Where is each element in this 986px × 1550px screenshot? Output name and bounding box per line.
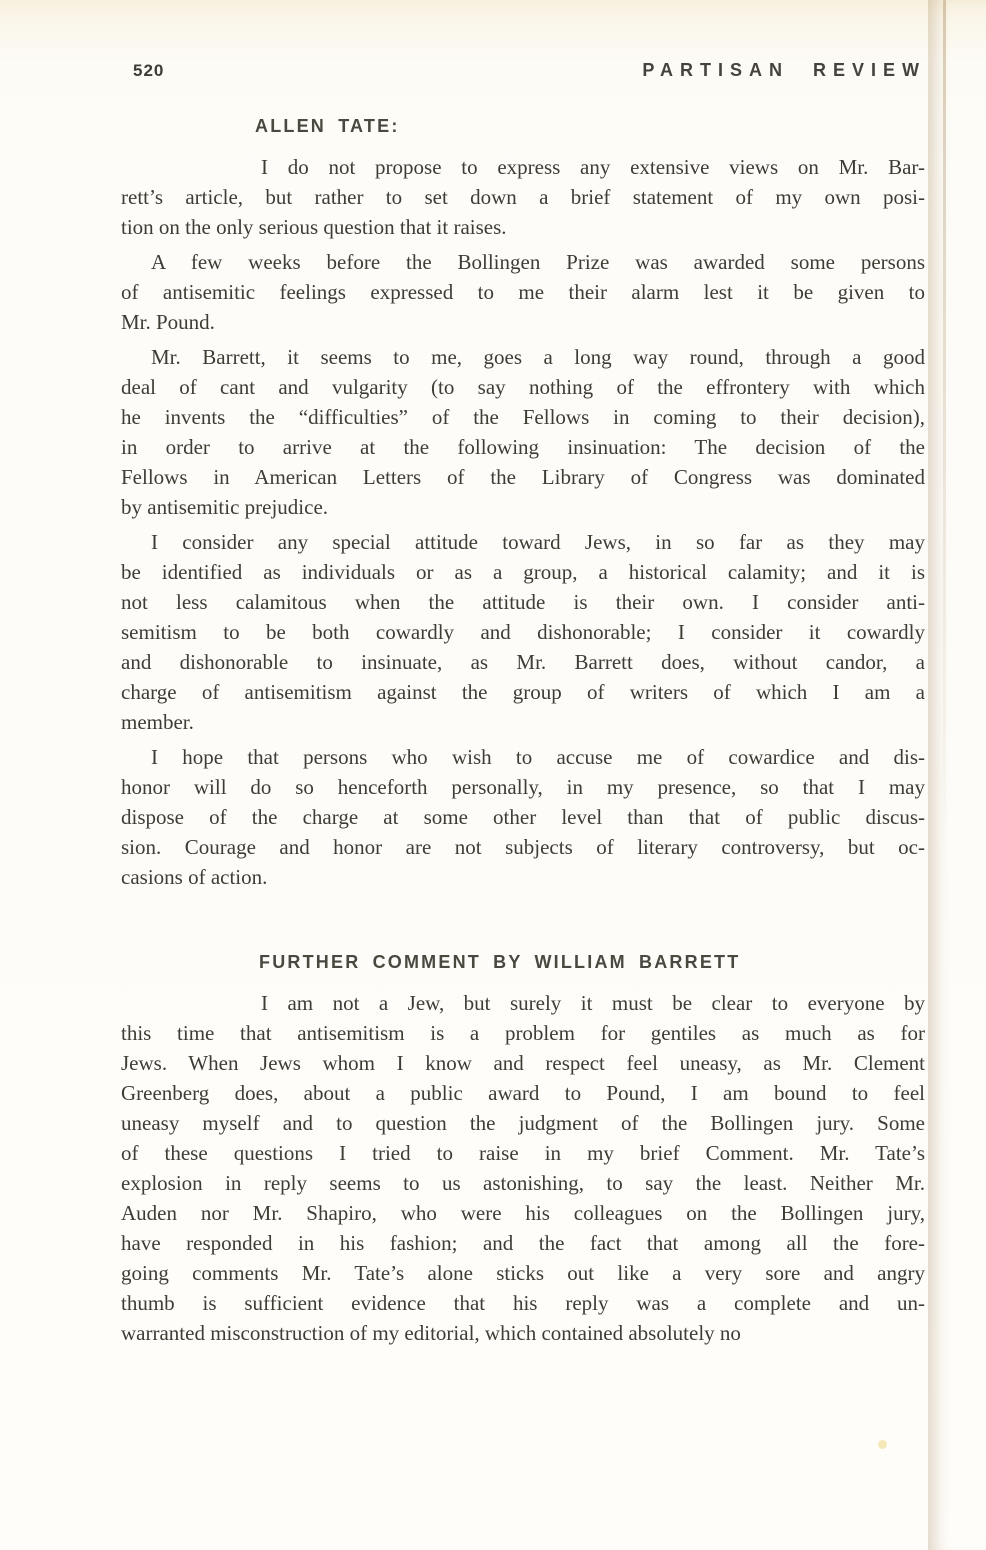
text-line: going comments Mr. Tate’s alone sticks out like a very sore and angry	[121, 1261, 925, 1285]
page-content	[121, 116, 925, 1348]
text-line: I hope that persons who wish to accuse me of cowardice and dis-	[151, 745, 925, 769]
text-line: and dishonorable to insinuate, as Mr. Barrett does, without candor, a	[121, 650, 925, 674]
text-line: warranted misconstruction of my editorial, which contained absolutely no	[121, 1321, 741, 1345]
text-line: Fellows in American Letters of the Library of Congress was dominated	[121, 465, 925, 489]
text-line: Greenberg does, about a public award to Pound, I am bound to feel	[121, 1081, 925, 1105]
paragraph	[121, 988, 925, 1348]
page-number: 520	[133, 61, 165, 80]
text-line: I do not propose to express any extensive views on Mr. Bar-	[261, 155, 925, 179]
text-line: semitism to be both cowardly and dishonorable; I consider it cowardly	[121, 620, 925, 644]
text-line: in order to arrive at the following insinuation: The decision of the	[121, 435, 925, 459]
text-line: casions of action.	[121, 865, 268, 889]
text-line: be identified as individuals or as a group, a historical calamity; and it is	[121, 560, 925, 584]
section-heading-further-comment: FURTHER COMMENT BY WILLIAM BARRETT	[259, 952, 741, 972]
text-line: Auden nor Mr. Shapiro, who were his colleagues on the Bollingen jury,	[121, 1201, 925, 1225]
text-line: charge of antisemitism against the group of writers of which I am a	[121, 680, 925, 704]
text-line: he invents the “difficulties” of the Fellows in coming to their decision),	[121, 405, 925, 429]
paragraph	[121, 742, 925, 892]
section-heading-allen-tate: ALLEN TATE:	[255, 116, 400, 136]
text-line: have responded in his fashion; and the fact that among all the fore-	[121, 1231, 925, 1255]
text-line: I am not a Jew, but surely it must be clear to everyone by	[261, 991, 925, 1015]
paragraph	[121, 342, 925, 522]
text-line: of these questions I tried to raise in my brief Comment. Mr. Tate’s	[121, 1141, 925, 1165]
text-line: not less calamitous when the attitude is their own. I consider anti-	[121, 590, 925, 614]
text-line: honor will do so henceforth personally, in my presence, so that I may	[121, 775, 925, 799]
text-line: by antisemitic prejudice.	[121, 495, 329, 519]
text-line: I consider any special attitude toward Jews, in so far as they may	[151, 530, 925, 554]
paragraph	[121, 527, 925, 737]
text-line: this time that antisemitism is a problem for gentiles as much as for	[121, 1021, 925, 1045]
text-line: of antisemitic feelings expressed to me their alarm lest it be given to	[121, 280, 925, 304]
text-line: rett’s article, but rather to set down a brief statement of my own posi-	[121, 185, 925, 209]
text-line: Mr. Barrett, it seems to me, goes a long way round, through a good	[151, 345, 925, 369]
text-line: tion on the only serious question that it raises.	[121, 215, 507, 239]
text-line: thumb is sufficient evidence that his reply was a complete and un-	[121, 1291, 925, 1315]
text-line: member.	[121, 710, 194, 734]
running-head	[0, 0, 986, 81]
page-crease	[943, 0, 946, 961]
text-line: deal of cant and vulgarity (to say nothing of the effrontery with which	[121, 375, 925, 399]
paragraph	[121, 247, 925, 337]
text-line: uneasy myself and to question the judgment of the Bollingen jury. Some	[121, 1111, 925, 1135]
journal-title: PARTISAN REVIEW	[642, 60, 926, 80]
paragraph	[121, 152, 925, 242]
book-binding-edge	[928, 0, 986, 1550]
text-line: explosion in reply seems to us astonishing, to say the least. Neither Mr.	[121, 1171, 925, 1195]
text-line: dispose of the charge at some other level than that of public discus-	[121, 805, 925, 829]
text-line: sion. Courage and honor are not subjects of literary controversy, but oc-	[121, 835, 925, 859]
paper-speck	[878, 1440, 887, 1449]
section-paragraphs	[121, 988, 925, 1348]
section-paragraphs	[121, 152, 925, 892]
text-line: Mr. Pound.	[121, 310, 215, 334]
text-line: A few weeks before the Bollingen Prize was awarded some persons	[151, 250, 925, 274]
text-line: Jews. When Jews whom I know and respect feel uneasy, as Mr. Clement	[121, 1051, 925, 1075]
